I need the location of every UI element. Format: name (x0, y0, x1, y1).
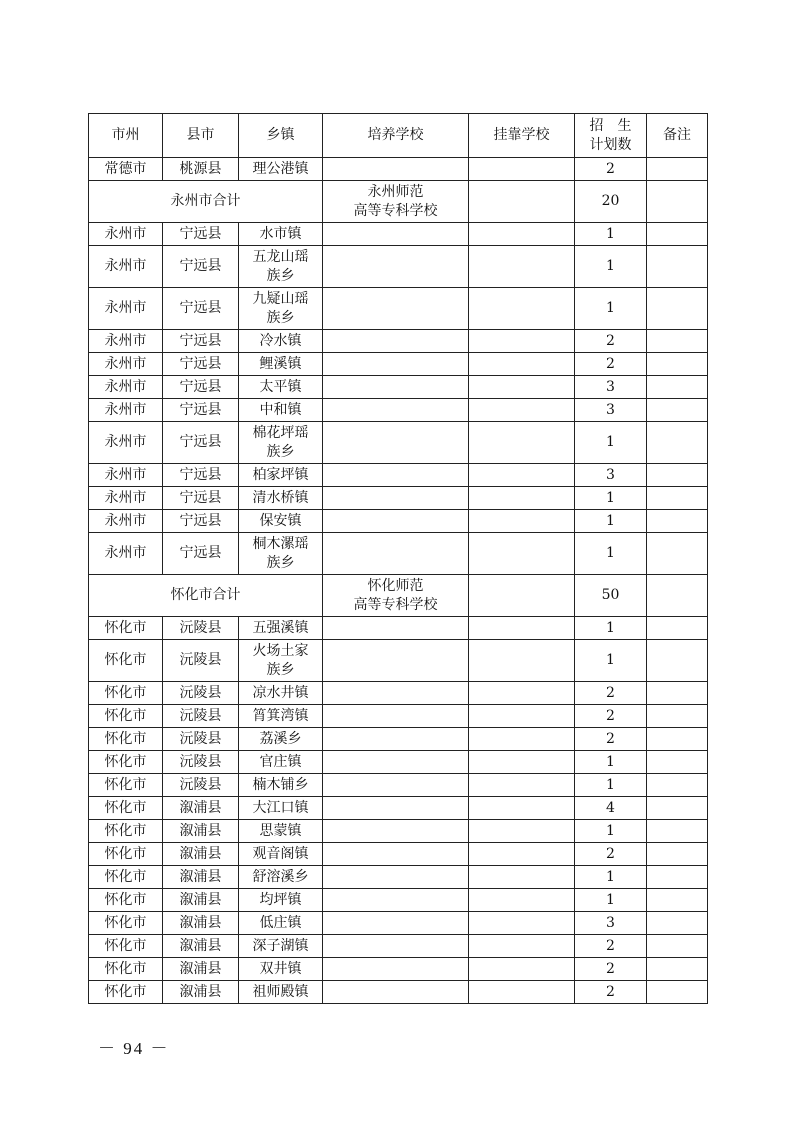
county-cell: 溆浦县 (163, 866, 239, 889)
town-cell (239, 912, 323, 935)
plan-count-cell: 1 (575, 223, 647, 246)
town-cell-line: 舒溶溪乡 (252, 868, 309, 885)
remarks-cell (647, 705, 708, 728)
town-cell-line: 均坪镇 (259, 891, 302, 908)
subtotal-label: 怀化市合计 (89, 575, 323, 617)
training-school-cell (323, 487, 469, 510)
town-cell (239, 843, 323, 866)
town-cell (239, 889, 323, 912)
training-school-cell (323, 640, 469, 682)
plan-count-cell: 3 (575, 912, 647, 935)
table-row (89, 353, 708, 376)
plan-count-cell: 3 (575, 399, 647, 422)
county-cell: 宁远县 (163, 399, 239, 422)
remarks-cell (647, 820, 708, 843)
city-cell: 永州市 (89, 288, 163, 330)
city-cell: 永州市 (89, 376, 163, 399)
remarks-cell (647, 912, 708, 935)
remarks-cell (647, 728, 708, 751)
affiliated-school-cell (469, 981, 575, 1004)
affiliated-school-cell (469, 797, 575, 820)
county-cell: 沅陵县 (163, 682, 239, 705)
town-cell-line: 深子湖镇 (252, 937, 309, 954)
town-cell (239, 223, 323, 246)
training-school-cell (323, 958, 469, 981)
town-cell (239, 330, 323, 353)
subtotal-row (89, 575, 708, 617)
town-cell-line: 柏家坪镇 (252, 466, 309, 483)
town-cell-line: 五强溪镇 (252, 619, 309, 636)
affiliated-school-cell (469, 682, 575, 705)
training-school-cell-line: 怀化师范 (367, 577, 424, 594)
training-school-cell (323, 682, 469, 705)
remarks-cell (647, 464, 708, 487)
affiliated-school-cell (469, 158, 575, 181)
town-cell-line: 族乡 (266, 443, 295, 460)
town-cell (239, 866, 323, 889)
remarks-cell (647, 510, 708, 533)
plan-count-cell: 1 (575, 889, 647, 912)
city-cell: 怀化市 (89, 640, 163, 682)
table-row (89, 912, 708, 935)
remarks-cell (647, 246, 708, 288)
town-cell (239, 774, 323, 797)
town-cell-line: 族乡 (266, 267, 295, 284)
plan-count-cell: 2 (575, 158, 647, 181)
table-row (89, 981, 708, 1004)
county-cell: 宁远县 (163, 330, 239, 353)
town-cell (239, 728, 323, 751)
affiliated-school-cell (469, 288, 575, 330)
remarks-cell (647, 376, 708, 399)
town-cell-line: 中和镇 (259, 401, 302, 418)
county-cell: 宁远县 (163, 246, 239, 288)
plan-count-cell: 3 (575, 376, 647, 399)
town-cell-line: 棉花坪瑶 (252, 424, 309, 441)
affiliated-school-cell (469, 751, 575, 774)
table-row (89, 774, 708, 797)
affiliated-school-cell (469, 533, 575, 575)
training-school-cell (323, 223, 469, 246)
remarks-cell (647, 422, 708, 464)
plan-count-cell: 3 (575, 464, 647, 487)
county-cell: 沅陵县 (163, 705, 239, 728)
remarks-cell (647, 751, 708, 774)
affiliated-school-cell (469, 820, 575, 843)
affiliated-school-cell (469, 464, 575, 487)
training-school-cell (323, 866, 469, 889)
county-cell: 宁远县 (163, 487, 239, 510)
city-cell: 怀化市 (89, 843, 163, 866)
town-cell-line: 清水桥镇 (252, 489, 309, 506)
county-cell: 沅陵县 (163, 728, 239, 751)
county-cell: 宁远县 (163, 533, 239, 575)
plan-count-cell: 1 (575, 533, 647, 575)
table-row (89, 866, 708, 889)
county-cell: 宁远县 (163, 510, 239, 533)
remarks-cell (647, 640, 708, 682)
town-cell-line: 太平镇 (259, 378, 302, 395)
town-cell (239, 981, 323, 1004)
table-row (89, 820, 708, 843)
plan-count-cell: 1 (575, 510, 647, 533)
table-row (89, 158, 708, 181)
remarks-cell (647, 487, 708, 510)
training-school-cell (323, 422, 469, 464)
remarks-cell (647, 288, 708, 330)
city-cell: 怀化市 (89, 820, 163, 843)
header-county: 县市 (163, 114, 239, 158)
training-school-cell (323, 935, 469, 958)
city-cell: 怀化市 (89, 682, 163, 705)
county-cell: 宁远县 (163, 353, 239, 376)
county-cell: 溆浦县 (163, 889, 239, 912)
table-row (89, 288, 708, 330)
town-cell (239, 797, 323, 820)
city-cell: 怀化市 (89, 981, 163, 1004)
header-affiliated-school: 挂靠学校 (469, 114, 575, 158)
town-cell-line: 理公港镇 (252, 160, 309, 177)
training-school-cell (323, 353, 469, 376)
header-plan-line1: 招 生 (589, 117, 632, 134)
table-row (89, 797, 708, 820)
training-school-cell (323, 464, 469, 487)
remarks-cell (647, 181, 708, 223)
plan-count-cell: 2 (575, 843, 647, 866)
enrollment-plan-table (88, 113, 708, 1004)
city-cell: 怀化市 (89, 958, 163, 981)
table-row (89, 422, 708, 464)
city-cell: 永州市 (89, 510, 163, 533)
training-school-cell (323, 797, 469, 820)
table-row (89, 464, 708, 487)
table-row (89, 533, 708, 575)
table-body (89, 158, 708, 1004)
plan-count-cell: 2 (575, 728, 647, 751)
town-cell-line: 九疑山瑶 (252, 290, 309, 307)
table-row (89, 640, 708, 682)
remarks-cell (647, 330, 708, 353)
plan-count-cell: 1 (575, 246, 647, 288)
town-cell-line: 祖师殿镇 (252, 983, 309, 1000)
county-cell: 溆浦县 (163, 912, 239, 935)
city-cell: 怀化市 (89, 912, 163, 935)
affiliated-school-cell (469, 866, 575, 889)
county-cell: 溆浦县 (163, 843, 239, 866)
header-remarks: 备注 (647, 114, 708, 158)
county-cell: 沅陵县 (163, 774, 239, 797)
town-cell-line: 火场土家 (252, 642, 309, 659)
city-cell: 永州市 (89, 487, 163, 510)
town-cell (239, 640, 323, 682)
remarks-cell (647, 158, 708, 181)
training-school-cell (323, 181, 469, 223)
town-cell-line: 桐木漯瑶 (252, 535, 309, 552)
town-cell-line: 保安镇 (259, 512, 302, 529)
table-row (89, 889, 708, 912)
header-plan-line2: 计划数 (589, 136, 632, 153)
county-cell: 溆浦县 (163, 981, 239, 1004)
city-cell: 怀化市 (89, 705, 163, 728)
plan-count-cell: 2 (575, 682, 647, 705)
affiliated-school-cell (469, 181, 575, 223)
training-school-cell (323, 533, 469, 575)
subtotal-row (89, 181, 708, 223)
plan-count-cell: 2 (575, 981, 647, 1004)
table-row (89, 510, 708, 533)
remarks-cell (647, 958, 708, 981)
plan-count-cell: 1 (575, 288, 647, 330)
table-header-row (89, 114, 708, 158)
remarks-cell (647, 533, 708, 575)
training-school-cell (323, 617, 469, 640)
plan-count-cell: 1 (575, 866, 647, 889)
plan-count-cell: 50 (575, 575, 647, 617)
affiliated-school-cell (469, 422, 575, 464)
town-cell (239, 958, 323, 981)
plan-count-cell: 20 (575, 181, 647, 223)
table-row (89, 487, 708, 510)
town-cell (239, 353, 323, 376)
training-school-cell (323, 158, 469, 181)
affiliated-school-cell (469, 575, 575, 617)
plan-count-cell: 2 (575, 353, 647, 376)
town-cell (239, 617, 323, 640)
town-cell (239, 820, 323, 843)
table-row (89, 751, 708, 774)
training-school-cell (323, 330, 469, 353)
affiliated-school-cell (469, 246, 575, 288)
affiliated-school-cell (469, 640, 575, 682)
town-cell-line: 五龙山瑶 (252, 248, 309, 265)
table-row (89, 223, 708, 246)
affiliated-school-cell (469, 353, 575, 376)
plan-count-cell: 1 (575, 617, 647, 640)
affiliated-school-cell (469, 912, 575, 935)
city-cell: 怀化市 (89, 935, 163, 958)
town-cell-line: 凉水井镇 (252, 684, 309, 701)
town-cell-line: 族乡 (266, 661, 295, 678)
training-school-cell (323, 751, 469, 774)
table-row (89, 682, 708, 705)
affiliated-school-cell (469, 935, 575, 958)
affiliated-school-cell (469, 617, 575, 640)
town-cell (239, 422, 323, 464)
city-cell: 永州市 (89, 223, 163, 246)
county-cell: 宁远县 (163, 223, 239, 246)
affiliated-school-cell (469, 330, 575, 353)
town-cell (239, 705, 323, 728)
town-cell-line: 观音阁镇 (252, 845, 309, 862)
table-row (89, 935, 708, 958)
training-school-cell (323, 510, 469, 533)
training-school-cell (323, 912, 469, 935)
remarks-cell (647, 889, 708, 912)
affiliated-school-cell (469, 843, 575, 866)
affiliated-school-cell (469, 399, 575, 422)
plan-count-cell: 1 (575, 820, 647, 843)
plan-count-cell: 2 (575, 330, 647, 353)
remarks-cell (647, 682, 708, 705)
city-cell: 怀化市 (89, 866, 163, 889)
remarks-cell (647, 935, 708, 958)
page-number: － 94 － (98, 1039, 170, 1058)
town-cell (239, 158, 323, 181)
city-cell: 怀化市 (89, 617, 163, 640)
table-row (89, 399, 708, 422)
remarks-cell (647, 223, 708, 246)
affiliated-school-cell (469, 774, 575, 797)
table-row (89, 843, 708, 866)
county-cell: 沅陵县 (163, 640, 239, 682)
city-cell: 永州市 (89, 353, 163, 376)
training-school-cell-line: 永州师范 (367, 183, 424, 200)
affiliated-school-cell (469, 510, 575, 533)
affiliated-school-cell (469, 728, 575, 751)
county-cell: 沅陵县 (163, 751, 239, 774)
training-school-cell (323, 774, 469, 797)
header-city: 市州 (89, 114, 163, 158)
town-cell-line: 低庄镇 (259, 914, 302, 931)
town-cell (239, 935, 323, 958)
header-enrollment-plan (575, 114, 647, 158)
affiliated-school-cell (469, 958, 575, 981)
county-cell: 溆浦县 (163, 958, 239, 981)
town-cell-line: 水市镇 (259, 225, 302, 242)
affiliated-school-cell (469, 376, 575, 399)
county-cell: 宁远县 (163, 288, 239, 330)
remarks-cell (647, 399, 708, 422)
training-school-cell (323, 889, 469, 912)
town-cell-line: 族乡 (266, 554, 295, 571)
city-cell: 怀化市 (89, 889, 163, 912)
town-cell (239, 288, 323, 330)
table-row (89, 728, 708, 751)
remarks-cell (647, 843, 708, 866)
affiliated-school-cell (469, 889, 575, 912)
remarks-cell (647, 353, 708, 376)
header-town: 乡镇 (239, 114, 323, 158)
table-row (89, 330, 708, 353)
remarks-cell (647, 774, 708, 797)
town-cell (239, 399, 323, 422)
city-cell: 怀化市 (89, 728, 163, 751)
affiliated-school-cell (469, 487, 575, 510)
training-school-cell (323, 820, 469, 843)
training-school-cell-line: 高等专科学校 (353, 202, 438, 219)
town-cell (239, 510, 323, 533)
city-cell: 怀化市 (89, 751, 163, 774)
training-school-cell (323, 376, 469, 399)
plan-count-cell: 1 (575, 751, 647, 774)
plan-count-cell: 2 (575, 958, 647, 981)
header-training-school: 培养学校 (323, 114, 469, 158)
county-cell: 溆浦县 (163, 820, 239, 843)
training-school-cell-line: 高等专科学校 (353, 596, 438, 613)
remarks-cell (647, 866, 708, 889)
city-cell: 永州市 (89, 330, 163, 353)
town-cell-line: 思蒙镇 (259, 822, 302, 839)
town-cell (239, 682, 323, 705)
city-cell: 怀化市 (89, 797, 163, 820)
training-school-cell (323, 399, 469, 422)
county-cell: 溆浦县 (163, 935, 239, 958)
remarks-cell (647, 981, 708, 1004)
table-row (89, 376, 708, 399)
plan-count-cell: 2 (575, 935, 647, 958)
town-cell-line: 楠木铺乡 (252, 776, 309, 793)
town-cell-line: 荔溪乡 (259, 730, 302, 747)
town-cell-line: 冷水镇 (259, 332, 302, 349)
town-cell (239, 487, 323, 510)
training-school-cell (323, 843, 469, 866)
county-cell: 桃源县 (163, 158, 239, 181)
plan-count-cell: 1 (575, 774, 647, 797)
county-cell: 宁远县 (163, 376, 239, 399)
town-cell-line: 双井镇 (259, 960, 302, 977)
city-cell: 永州市 (89, 533, 163, 575)
remarks-cell (647, 575, 708, 617)
city-cell: 怀化市 (89, 774, 163, 797)
table-row (89, 958, 708, 981)
town-cell-line: 筲箕湾镇 (252, 707, 309, 724)
county-cell: 溆浦县 (163, 797, 239, 820)
subtotal-label: 永州市合计 (89, 181, 323, 223)
table-row (89, 617, 708, 640)
county-cell: 宁远县 (163, 464, 239, 487)
town-cell-line: 官庄镇 (259, 753, 302, 770)
county-cell: 沅陵县 (163, 617, 239, 640)
city-cell: 永州市 (89, 246, 163, 288)
training-school-cell (323, 981, 469, 1004)
plan-count-cell: 2 (575, 705, 647, 728)
affiliated-school-cell (469, 705, 575, 728)
town-cell (239, 246, 323, 288)
town-cell-line: 大江口镇 (252, 799, 309, 816)
table-row (89, 705, 708, 728)
training-school-cell (323, 705, 469, 728)
town-cell-line: 族乡 (266, 309, 295, 326)
training-school-cell (323, 728, 469, 751)
town-cell (239, 533, 323, 575)
plan-count-cell: 1 (575, 640, 647, 682)
remarks-cell (647, 617, 708, 640)
city-cell: 常德市 (89, 158, 163, 181)
table-row (89, 246, 708, 288)
affiliated-school-cell (469, 223, 575, 246)
county-cell: 宁远县 (163, 422, 239, 464)
plan-count-cell: 1 (575, 487, 647, 510)
city-cell: 永州市 (89, 399, 163, 422)
city-cell: 永州市 (89, 464, 163, 487)
plan-count-cell: 4 (575, 797, 647, 820)
training-school-cell (323, 575, 469, 617)
plan-count-cell: 1 (575, 422, 647, 464)
remarks-cell (647, 797, 708, 820)
training-school-cell (323, 288, 469, 330)
town-cell (239, 464, 323, 487)
training-school-cell (323, 246, 469, 288)
town-cell (239, 376, 323, 399)
city-cell: 永州市 (89, 422, 163, 464)
town-cell-line: 鲤溪镇 (259, 355, 302, 372)
town-cell (239, 751, 323, 774)
